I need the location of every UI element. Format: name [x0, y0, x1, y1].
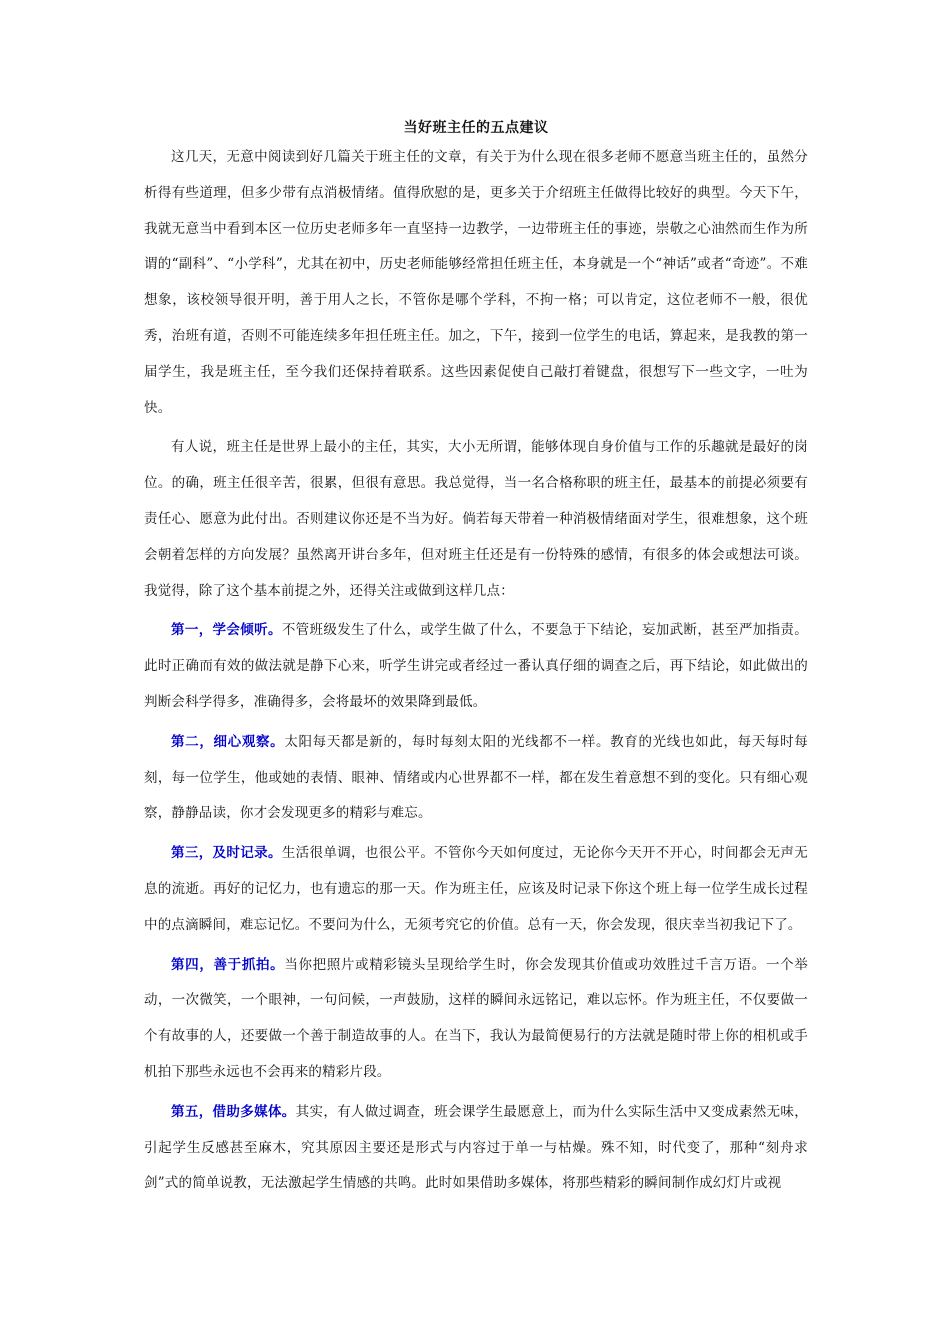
paragraph-text: 生活很单调，也很公平。不管你今天如何度过，无论你今天开不开心，时间都会无声无息的流逝。再好的记忆力，也有遗忘的那一天。作为班主任，应该及时记录下你这个班上每一位学生成长过程中的点滴瞬间，难忘记忆。不要问为什么，无须考究它的价值。总有一天，你会发现，很庆幸当初我记下了。 — [144, 845, 808, 933]
document-page — [144, 118, 808, 1202]
paragraph-text: 其实，有人做过调查，班会课学生最愿意上，而为什么实际生活中又变成素然无味，引起学生反感甚至麻木，究其原因主要还是形式与内容过于单一与枯燥。殊不知，时代变了，那种“刻舟求剑”式的简单说教，无法激起学生情感的共鸣。此时如果借助多媒体，将那些精彩的瞬间制作成幻灯片或视 — [144, 1103, 808, 1192]
point-heading: 第四，善于抓拍。 — [171, 956, 285, 973]
paragraph-point-1 — [144, 613, 808, 720]
document-title: 当好班主任的五点建议 — [403, 120, 549, 136]
paragraph-point-4 — [144, 948, 808, 1091]
paragraph-point-2 — [144, 725, 808, 832]
point-heading: 第五，借助多媒体。 — [171, 1103, 296, 1120]
paragraph-text: 不管班级发生了什么，或学生做了什么，不要急于下结论，妄加武断，甚至严加指责。此时正确而有效的做法就是静下心来，听学生讲完或者经过一番认真仔细的调查之后，再下结论，如此做出的判断会科学得多，准确得多，会将最坏的效果降到最低。 — [144, 622, 808, 710]
point-heading: 第一，学会倾听。 — [171, 622, 282, 639]
paragraph-text: 太阳每天都是新的，每时每刻太阳的光线都不一样。教育的光线也如此，每天每时每刻，每一位学生，他或她的表情、眼神、情绪或内心世界都不一样，都在发生着意想不到的变化。只有细心观察，静静品读，你才会发现更多的精彩与难忘。 — [144, 733, 808, 822]
paragraph-premise — [144, 430, 808, 609]
paragraph-text: 当你把照片或精彩镜头呈现给学生时，你会发现其价值或功效胜过千言万语。一个举动，一次微笑，一个眼神，一句问候，一声鼓励，这样的瞬间永远铭记，难以忘怀。作为班主任，不仅要做一个有故事的人，还要做一个善于制造故事的人。在当下，我认为最简便易行的方法就是随时带上你的相机或手机拍下那些永远也不会再来的精彩片段。 — [144, 956, 808, 1080]
paragraph-intro — [144, 140, 808, 426]
paragraph-text: 有人说，班主任是世界上最小的主任，其实，大小无所谓，能够体现自身价值与工作的乐趣就是最好的岗位。的确，班主任很辛苦，很累，但很有意思。我总觉得，当一名合格称职的班主任，最基本的前提必须要有责任心、愿意为此付出。否则建议你还是不当为好。倘若每天带着一种消极情绪面对学生，很难想象，这个班会朝着怎样的方向发展？虽然离开讲台多年，但对班主任还是有一份特殊的感情，有很多的体会或想法可谈。我觉得，除了这个基本前提之外，还得关注或做到这样几点： — [144, 439, 808, 599]
paragraph-point-3 — [144, 836, 808, 943]
paragraph-text: 这几天，无意中阅读到好几篇关于班主任的文章，有关于为什么现在很多老师不愿意当班主任的，虽然分析得有些道理，但多少带有点消极情绪。值得欣慰的是，更多关于介绍班主任做得比较好的典型。今天下午，我就无意当中看到本区一位历史老师多年一直坚持一边教学，一边带班主任的事迹，崇敬之心油然而生作为所谓的“副科”、“小学科”，尤其在初中，历史老师能够经常担任班主任，本身就是一个“神话”或者“奇迹”。不难想象，该校领导很开明，善于用人之长，不管你是哪个学科，不拘一格；可以肯定，这位老师不一般，很优秀，治班有道，否则不可能连续多年担任班主任。加之，下午，接到一位学生的电话，算起来，是我教的第一届学生，我是班主任，至今我们还保持着联系。这些因素促使自己敲打着键盘，很想写下一些文字，一吐为快。 — [144, 149, 808, 416]
paragraph-point-5 — [144, 1095, 808, 1202]
point-heading: 第二，细心观察。 — [171, 733, 285, 750]
point-heading: 第三，及时记录。 — [171, 845, 282, 862]
